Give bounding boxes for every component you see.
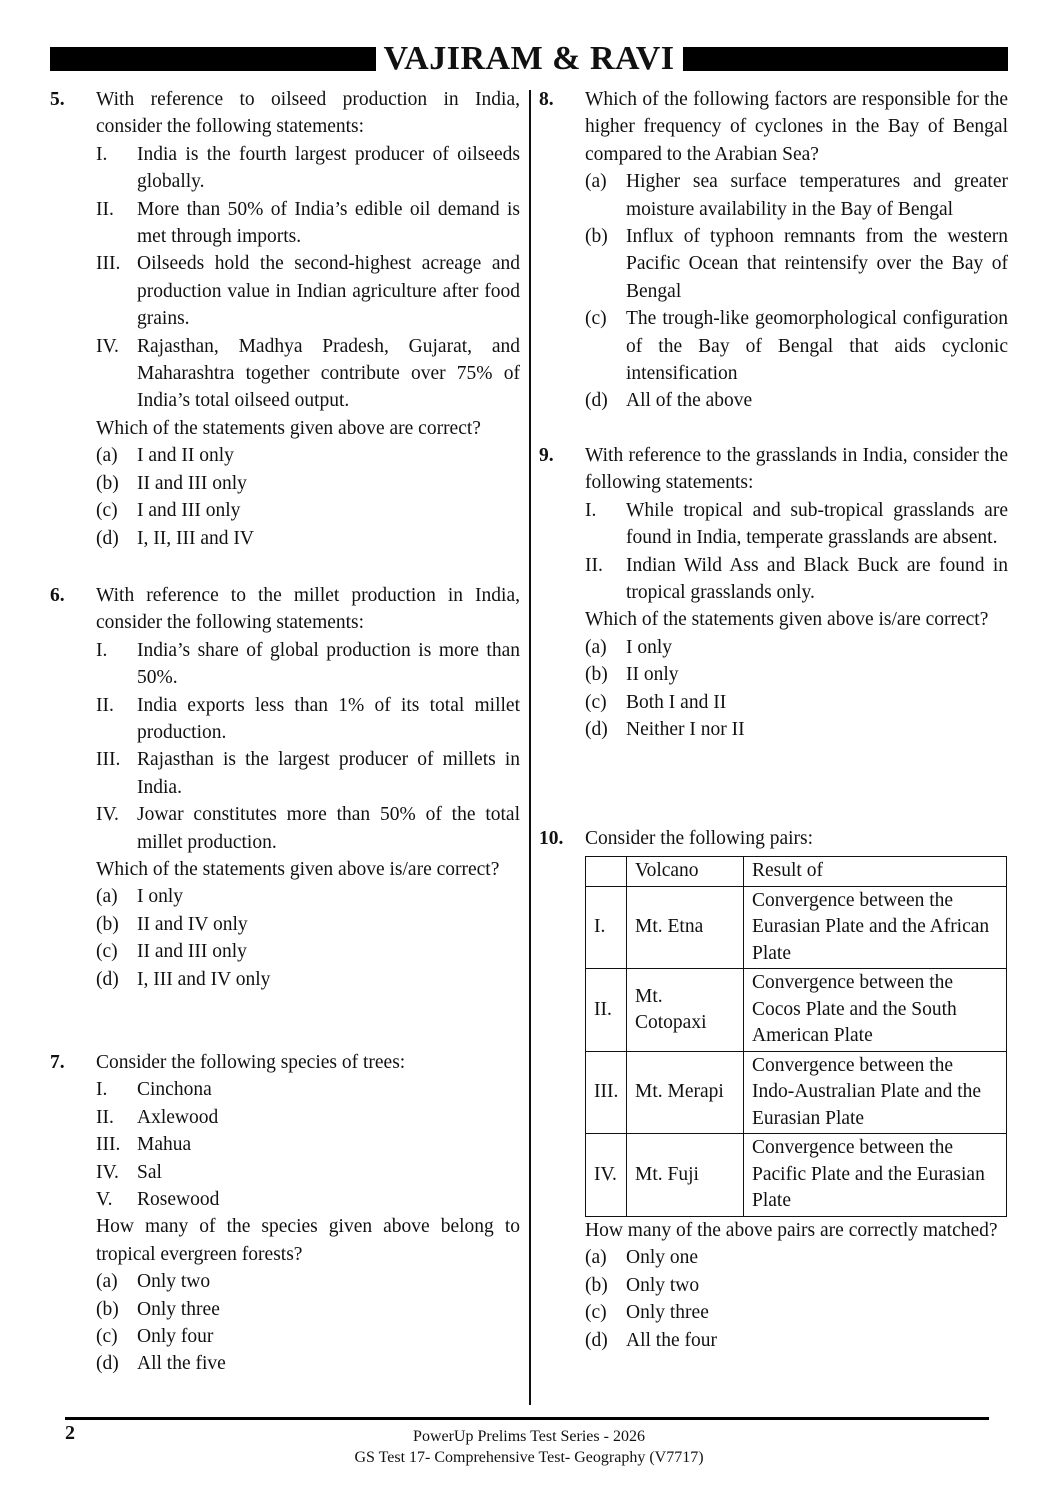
statement-text: While tropical and sub-tropical grasslands are found in India, temperate grasslands are absent. [626,499,1008,549]
statement-label: II. [96,1106,114,1128]
option-label: (d) [585,719,608,741]
table-cell: Mt. Cotopaxi [627,969,744,1052]
option-label: (a) [96,445,118,467]
option-text: I and III only [137,500,241,522]
footer-series: PowerUp Prelims Test Series - 2026 [413,1428,645,1445]
question-7 [50,1049,520,1378]
option-label: (d) [585,1329,608,1351]
option-text: II only [626,664,679,686]
statement-label: III. [96,749,121,771]
question-stem: Consider the following species of trees: [96,1052,406,1073]
option-label: (d) [585,390,608,412]
table-row [586,969,1007,1052]
option-text: Only one [626,1247,699,1269]
question-prompt: How many of the species given above belong to tropical evergreen forests? [96,1216,520,1265]
table-cell: II. [586,969,627,1052]
statement-text: Rajasthan is the largest producer of millets in India. [137,749,520,798]
option-text: Higher sea surface temperatures and greater moisture availability in the Bay of Bengal [626,171,1008,220]
answer-option [585,689,1008,716]
answer-option [96,966,520,993]
statement [96,196,520,251]
statement [96,1159,520,1186]
statement-text: Axlewood [137,1106,219,1128]
question-number: 9. [539,445,554,466]
statement-text: Jowar constitutes more than 50% of the total millet production. [137,804,520,853]
statement-text: Rosewood [137,1189,220,1211]
statement-text: Mahua [137,1134,192,1156]
question-stem-row [50,1049,520,1076]
statement-text: India’s share of global production is more than 50%. [137,639,520,689]
answer-option [585,1272,1008,1299]
option-text: All of the above [626,390,753,412]
answer-option [96,883,520,910]
option-text: II and III only [137,941,247,963]
statement [96,801,520,856]
option-text: I, II, III and IV [137,527,254,549]
question-stem: With reference to oilseed production in India, consider the following statements: [96,89,520,138]
header-bar-right [683,47,1009,71]
table-cell: Mt. Etna [627,886,744,969]
table-cell: IV. [586,1134,627,1217]
header [50,40,1008,77]
statement [96,1076,520,1103]
option-label: (a) [585,636,607,658]
statement-label: I. [585,499,597,521]
table-row [586,886,1007,969]
statement [96,141,520,196]
option-text: I only [626,636,673,658]
statement-label: I. [96,143,108,165]
answer-option [96,470,520,497]
statement-text: India exports less than 1% of its total millet production. [137,694,520,744]
table-header-cell: Result of [744,857,1007,887]
answer-option [585,634,1008,661]
statement-text: Rajasthan, Madhya Pradesh, Gujarat, and Maharashtra together contribute over 75% of India’s total oilseed output. [137,335,520,412]
table-cell: Convergence between the Eurasian Plate and the African Plate [744,886,1007,969]
statement-label: III. [96,1134,121,1156]
option-label: (a) [96,886,118,908]
statement-label: III. [96,253,121,275]
question-9 [539,442,1008,743]
question-number: 10. [539,828,564,849]
option-label: (b) [96,913,119,935]
option-label: (b) [585,664,608,686]
option-text: All the four [626,1329,717,1351]
question-stem: With reference to the millet production in India, consider the following statements: [96,585,520,634]
table-cell: Mt. Fuji [627,1134,744,1217]
question-prompt: Which of the statements given above are correct? [96,417,481,439]
option-label: (c) [585,691,607,713]
question-stem: With reference to the grasslands in India, consider the following statements: [585,445,1008,494]
question-number: 5. [50,89,65,110]
statement-label: II. [585,554,603,576]
question-stem-row [50,582,520,637]
option-text: I only [137,886,184,908]
table-cell: Mt. Merapi [627,1051,744,1134]
option-label: (b) [585,1274,608,1296]
question-number: 8. [539,89,554,110]
statement-label: II. [96,198,114,220]
question-number: 6. [50,585,65,606]
option-label: (b) [585,226,608,248]
option-text: Influx of typhoon remnants from the western Pacific Ocean that reintensify over the Bay of Bengal [626,226,1008,302]
answer-option [96,497,520,524]
option-label: (a) [585,1247,607,1269]
question-prompt: How many of the above pairs are correctly matched? [585,1219,998,1241]
option-text: All the five [137,1353,226,1375]
option-label: (c) [585,308,607,330]
answer-option [96,1268,520,1295]
option-label: (d) [96,527,119,549]
answer-option [96,1296,520,1323]
statement [96,746,520,801]
question-number: 7. [50,1052,65,1073]
option-label: (c) [96,500,118,522]
option-label: (b) [96,1298,119,1320]
statement-text: Sal [137,1161,162,1183]
answer-option [96,525,520,552]
statement [585,552,1008,607]
answer-option [585,305,1008,387]
question-stem-row [539,825,1008,852]
answer-option [585,716,1008,743]
question-6 [50,582,520,993]
option-text: Only four [137,1326,214,1348]
question-stem-row [50,86,520,141]
statement-label: IV. [96,1161,119,1183]
statement [96,692,520,747]
statement [96,333,520,415]
footer-rule [65,1417,989,1420]
statement-label: IV. [96,804,119,826]
table-cell: III. [586,1051,627,1134]
table-row [586,1134,1007,1217]
option-text: I, III and IV only [137,968,271,990]
option-label: (a) [585,171,607,193]
table-cell: Convergence between the Cocos Plate and the South American Plate [744,969,1007,1052]
statement-label: I. [96,639,108,661]
option-text: Only three [626,1302,709,1324]
table-cell: Convergence between the Indo-Australian Plate and the Eurasian Plate [744,1051,1007,1134]
statement [96,250,520,332]
option-text: II and IV only [137,913,248,935]
statement [96,637,520,692]
pairs-table [585,856,1007,1217]
statement-label: II. [96,694,114,716]
option-text: I and II only [137,445,234,467]
table-header-cell [586,857,627,887]
option-label: (b) [96,472,119,494]
answer-option [585,661,1008,688]
option-label: (a) [96,1271,118,1293]
question-stem-row [539,442,1008,497]
answer-option [585,223,1008,305]
question-stem: Consider the following pairs: [585,828,814,849]
option-text: Only two [626,1274,700,1296]
table-header-row [586,857,1007,887]
statement [96,1104,520,1131]
statement-text: Cinchona [137,1079,212,1101]
question-prompt: Which of the statements given above is/are correct? [96,859,500,881]
answer-option [96,1350,520,1377]
column-divider [529,90,531,1405]
answer-option [96,911,520,938]
statement [96,1186,520,1213]
statement [585,497,1008,552]
question-5 [50,86,520,552]
page-number: 2 [65,1422,75,1444]
table-cell: Convergence between the Pacific Plate and the Eurasian Plate [744,1134,1007,1217]
answer-option [96,1323,520,1350]
footer-test: GS Test 17- Comprehensive Test- Geography (V7717) [354,1449,704,1466]
table-header-cell: Volcano [627,857,744,887]
statement-label: IV. [96,335,119,357]
option-text: The trough-like geomorphological configuration of the Bay of Bengal that aids cyclonic intensification [626,308,1008,385]
brand-title: VAJIRAM & RAVI [383,40,675,77]
option-text: Only two [137,1271,211,1293]
statement-text: Oilseeds hold the second-highest acreage and production value in Indian agriculture after food grains. [137,253,520,330]
question-8 [539,86,1008,415]
option-text: Neither I nor II [626,719,745,741]
option-label: (c) [96,1326,118,1348]
answer-option [585,1244,1008,1271]
answer-option [585,387,1008,414]
question-10 [539,825,1008,1354]
option-label: (c) [585,1302,607,1324]
question-stem-row [539,86,1008,168]
header-bar-left [50,47,376,71]
answer-option [96,938,520,965]
statement-label: V. [96,1189,113,1211]
statement-text: Indian Wild Ass and Black Buck are found in tropical grasslands only. [626,554,1008,604]
statement-label: I. [96,1079,108,1101]
question-stem: Which of the following factors are responsible for the higher frequency of cyclones in the Bay of Bengal compared to the Arabian Sea? [585,89,1008,165]
statement-text: India is the fourth largest producer of oilseeds globally. [137,143,520,193]
answer-option [585,168,1008,223]
option-label: (d) [96,1353,119,1375]
option-label: (d) [96,968,119,990]
answer-option [96,442,520,469]
table-cell: I. [586,886,627,969]
question-prompt: Which of the statements given above is/are correct? [585,609,989,631]
statement [96,1131,520,1158]
statement-text: More than 50% of India’s edible oil demand is met through imports. [137,198,520,248]
option-label: (c) [96,941,118,963]
table-row [586,1051,1007,1134]
option-text: Both I and II [626,691,727,713]
option-text: II and III only [137,472,247,494]
answer-option [585,1327,1008,1354]
answer-option [585,1299,1008,1326]
option-text: Only three [137,1298,220,1320]
